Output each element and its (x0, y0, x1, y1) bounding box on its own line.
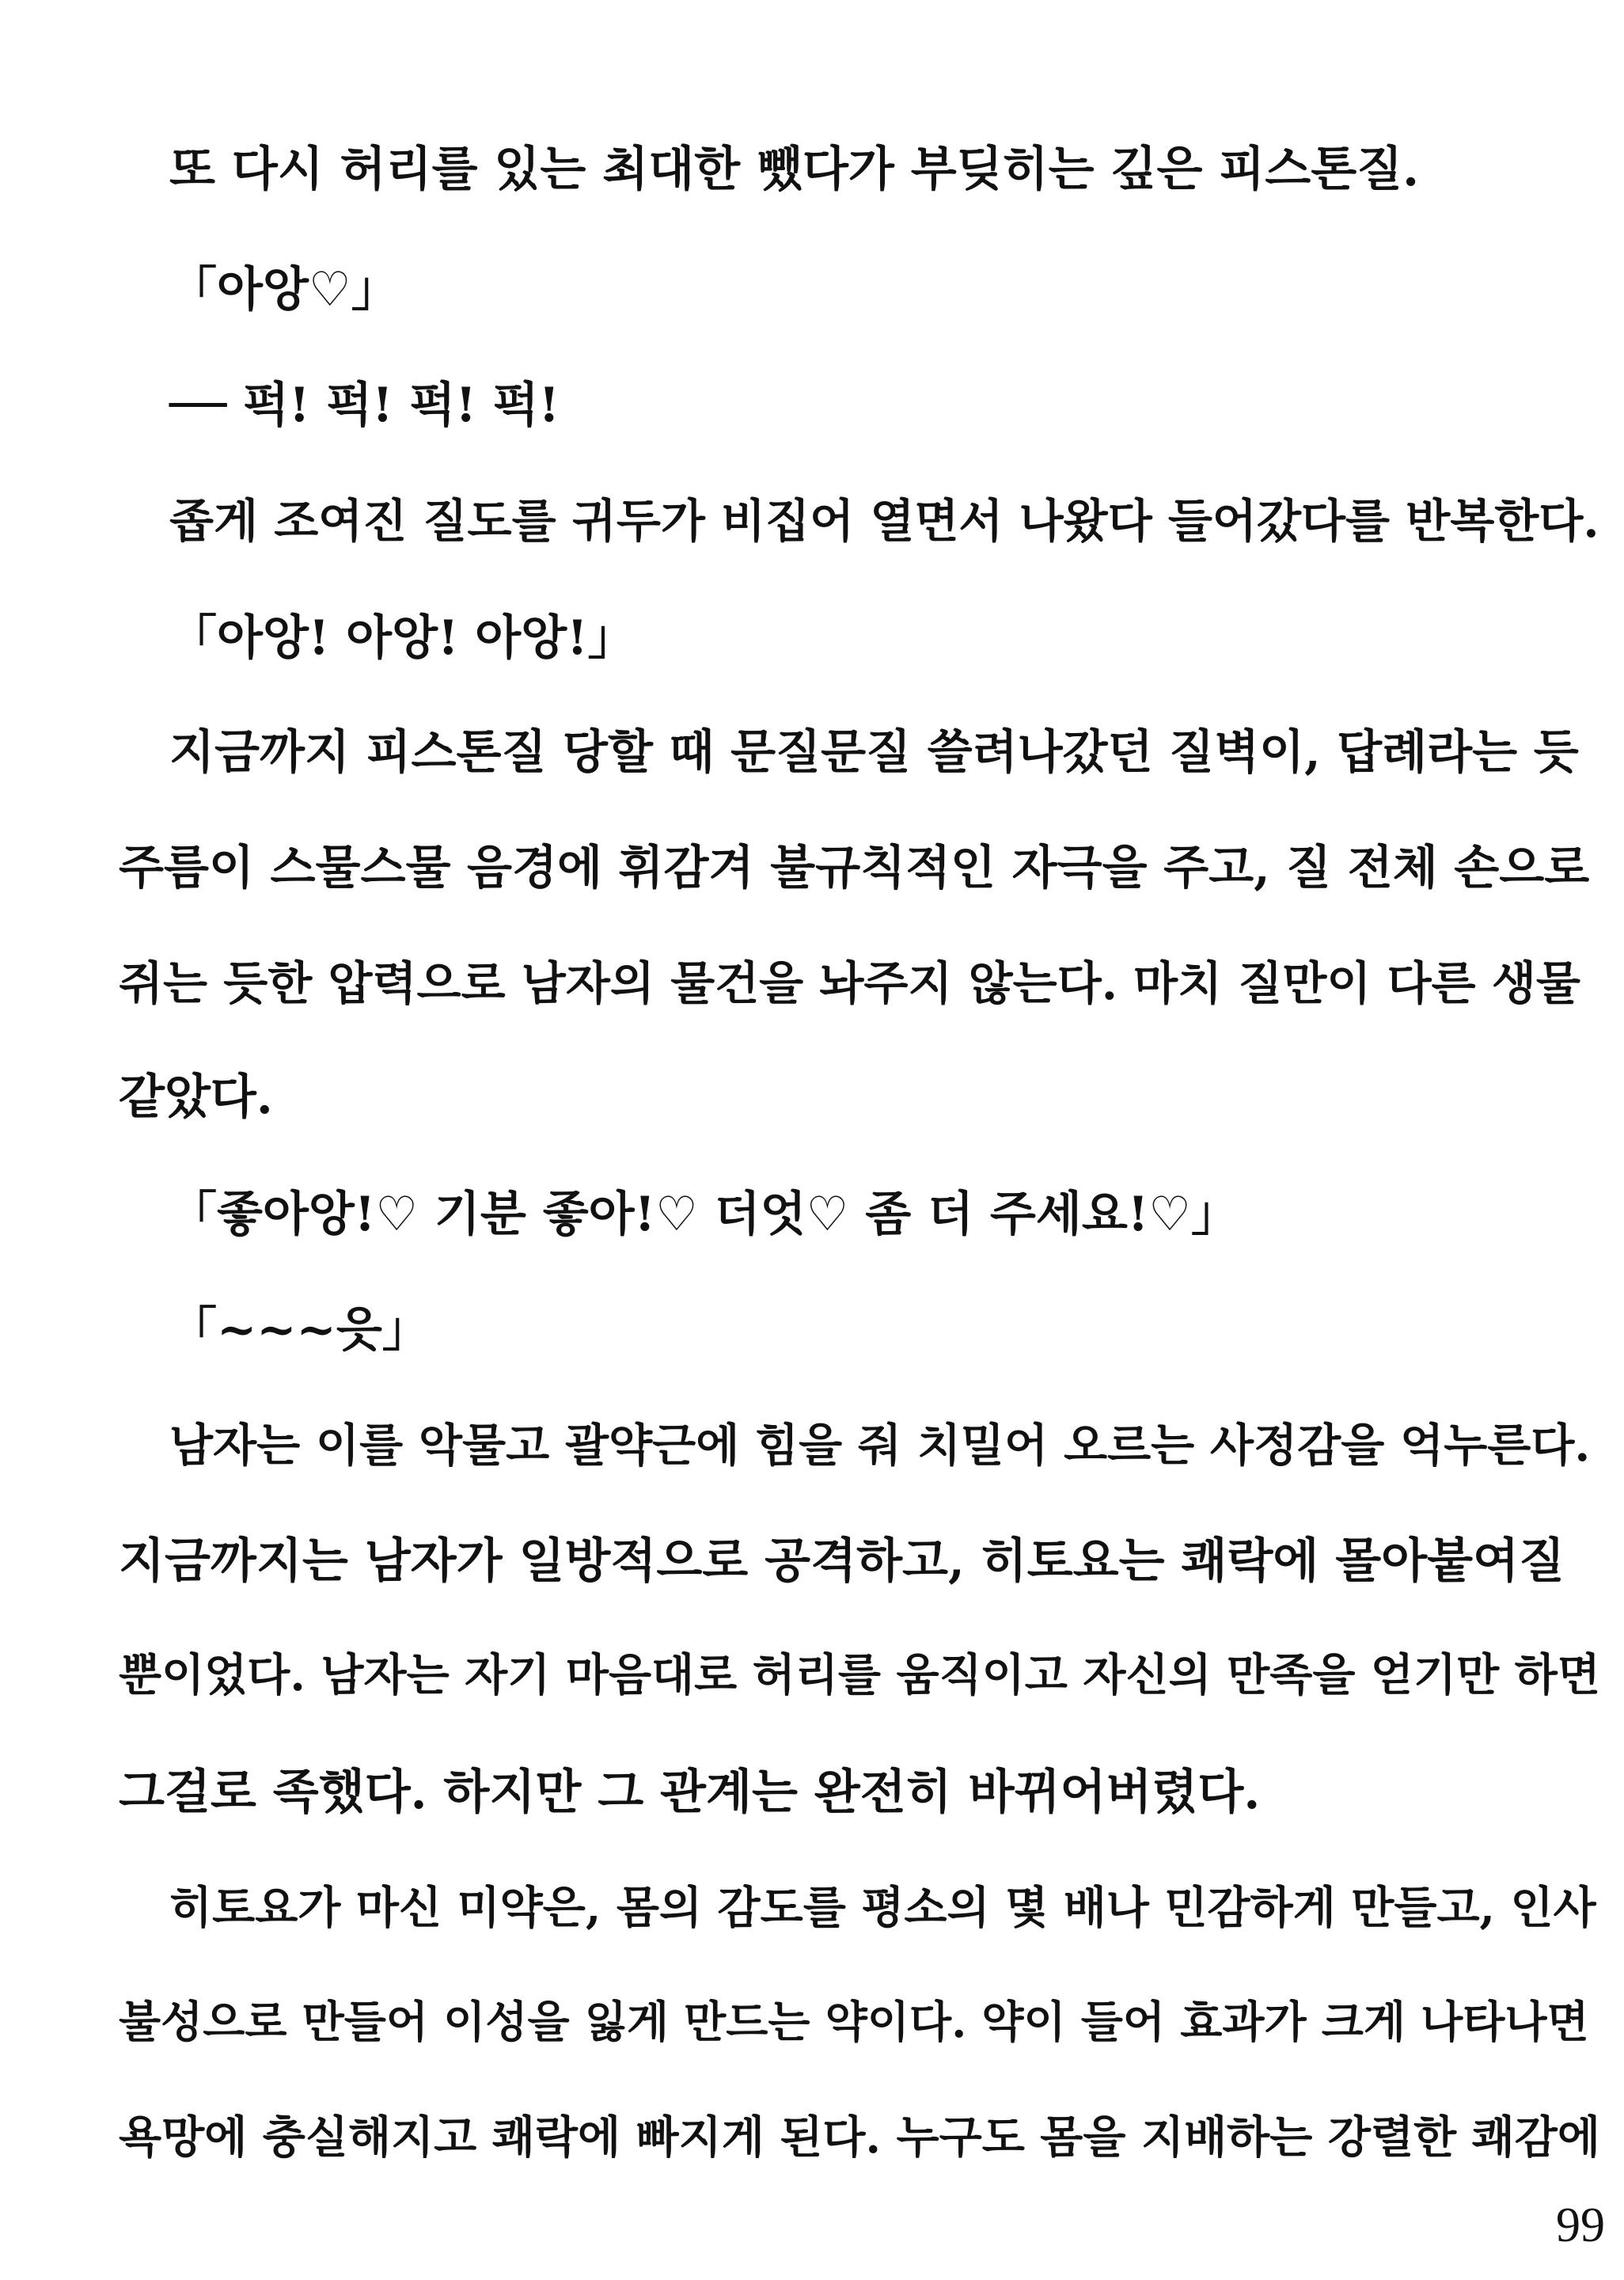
text-line: ── 퍽! 퍽! 퍽! 퍽! (169, 378, 560, 433)
dialogue-line: 「~~~읏」 (169, 1302, 430, 1358)
text-line: 뿐이었다. 남자는 자기 마음대로 허리를 움직이고 자신의 만족을 얻기만 하면 (119, 1649, 1600, 1701)
text-line: 쥐는 듯한 압력으로 남자의 물건을 놔주지 않는다. 마치 질만이 다른 생물 (119, 956, 1580, 1010)
text-line: 남자는 이를 악물고 괄약근에 힘을 줘 치밀어 오르는 사정감을 억누른다. (169, 1419, 1591, 1472)
text-line: 그걸로 족했다. 하지만 그 관계는 완전히 바뀌어버렸다. (119, 1765, 1261, 1820)
page-number: 99 (1556, 2198, 1605, 2252)
text-line: 욕망에 충실해지고 쾌락에 빠지게 된다. 누구도 몸을 지배하는 강렬한 쾌감에 (119, 2111, 1600, 2164)
text-line: 좁게 조여진 질도를 귀두가 비집어 열면서 나왔다 들어갔다를 반복한다. (169, 494, 1599, 548)
dialogue-line: 「아앙♡」 (169, 262, 399, 317)
text-line: 지금까지는 남자가 일방적으로 공격하고, 히토요는 쾌락에 몰아붙여질 (119, 1533, 1565, 1589)
text-line: 지금까지 피스톤질 당할 때 문질문질 쓸려나갔던 질벽이, 답례라는 듯 (169, 724, 1579, 779)
text-line: 같았다. (119, 1070, 273, 1125)
dialogue-line: 「좋아앙!♡ 기분 좋아!♡ 더엇♡ 좀 더 주세요!♡」 (169, 1187, 1239, 1242)
text-line: 주름이 스물스물 음경에 휘감겨 불규칙적인 자극을 주고, 질 전체 손으로 (119, 840, 1590, 895)
dialogue-line: 「아앙! 아앙! 아앙!」 (169, 610, 636, 666)
text-line: 히토요가 마신 미약은, 몸의 감도를 평소의 몇 배나 민감하게 만들고, 인사 (169, 1882, 1596, 1934)
text-line: 불성으로 만들어 이성을 잃게 만드는 약이다. 약이 들어 효과가 크게 나타나면 (119, 1996, 1589, 2047)
text-line: 또 다시 허리를 있는 최대한 뺐다가 부딪히는 깊은 피스톤질. (169, 142, 1420, 197)
